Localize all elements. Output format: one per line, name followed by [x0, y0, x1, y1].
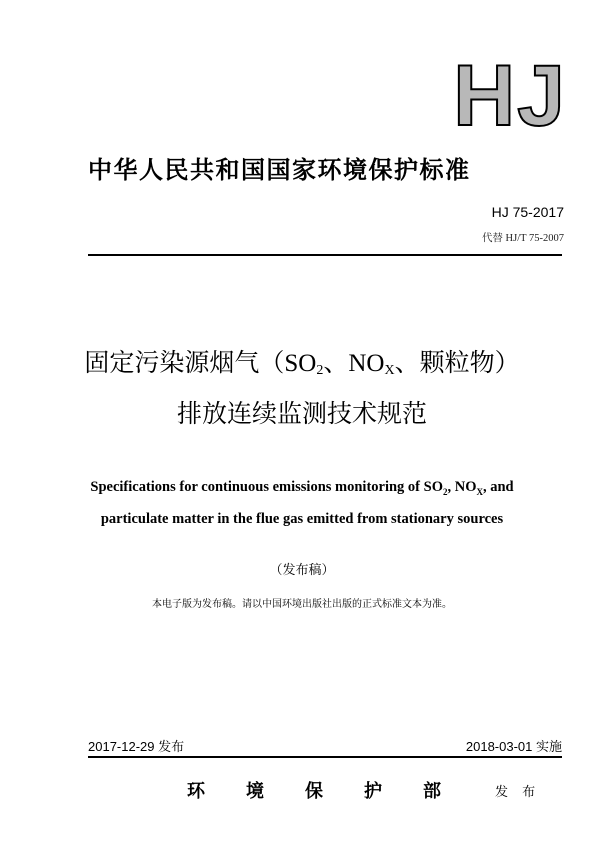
subscript: 2	[316, 363, 324, 378]
issuer-char: 护	[364, 781, 382, 802]
subscript: X	[476, 486, 483, 497]
edition-note: 本电子版为发布稿。请以中国环境出版社出版的正式标准文本为准。	[152, 599, 452, 610]
draft-label: （发布稿）	[269, 563, 335, 578]
replaces-standard: 代替 HJ/T 75-2007	[481, 233, 564, 244]
title-text: , and	[482, 479, 514, 495]
subscript: 2	[442, 486, 448, 497]
title-text: , NO	[447, 479, 477, 495]
effective-date: 2018-03-01 实施	[465, 739, 562, 754]
issuer-char: 境	[246, 781, 264, 802]
english-title-line1	[0, 479, 604, 497]
title-text: 、	[323, 348, 349, 377]
issue-date: 2017-12-29 发布	[88, 739, 185, 754]
chinese-title-line1	[0, 343, 604, 379]
english-title-line2: particulate matter in the flue gas emitted from stationary sources	[100, 511, 504, 527]
title-text: 固定污染源烟气（	[84, 348, 285, 377]
footer-divider	[88, 756, 562, 758]
issuer-char: 部	[423, 781, 441, 802]
issuing-authority	[187, 777, 482, 803]
chinese-title-line2: 排放连续监测技术规范	[176, 399, 427, 428]
issuer-char: 环	[187, 781, 205, 802]
issuer-char: 保	[305, 781, 323, 802]
hj-logo: HJ	[453, 48, 567, 144]
title-text: Specifications for continuous emissions monitoring of SO	[90, 479, 443, 495]
title-text: SO	[284, 350, 317, 377]
title-text: 、颗粒物）	[394, 348, 520, 377]
subscript: X	[384, 363, 395, 378]
national-standard-heading: 中华人民共和国国家环境保护标准	[88, 156, 471, 184]
standard-code: HJ 75-2017	[491, 204, 564, 220]
header-divider	[88, 254, 562, 256]
title-text: NO	[348, 350, 385, 377]
publish-label: 发 布	[495, 785, 541, 800]
